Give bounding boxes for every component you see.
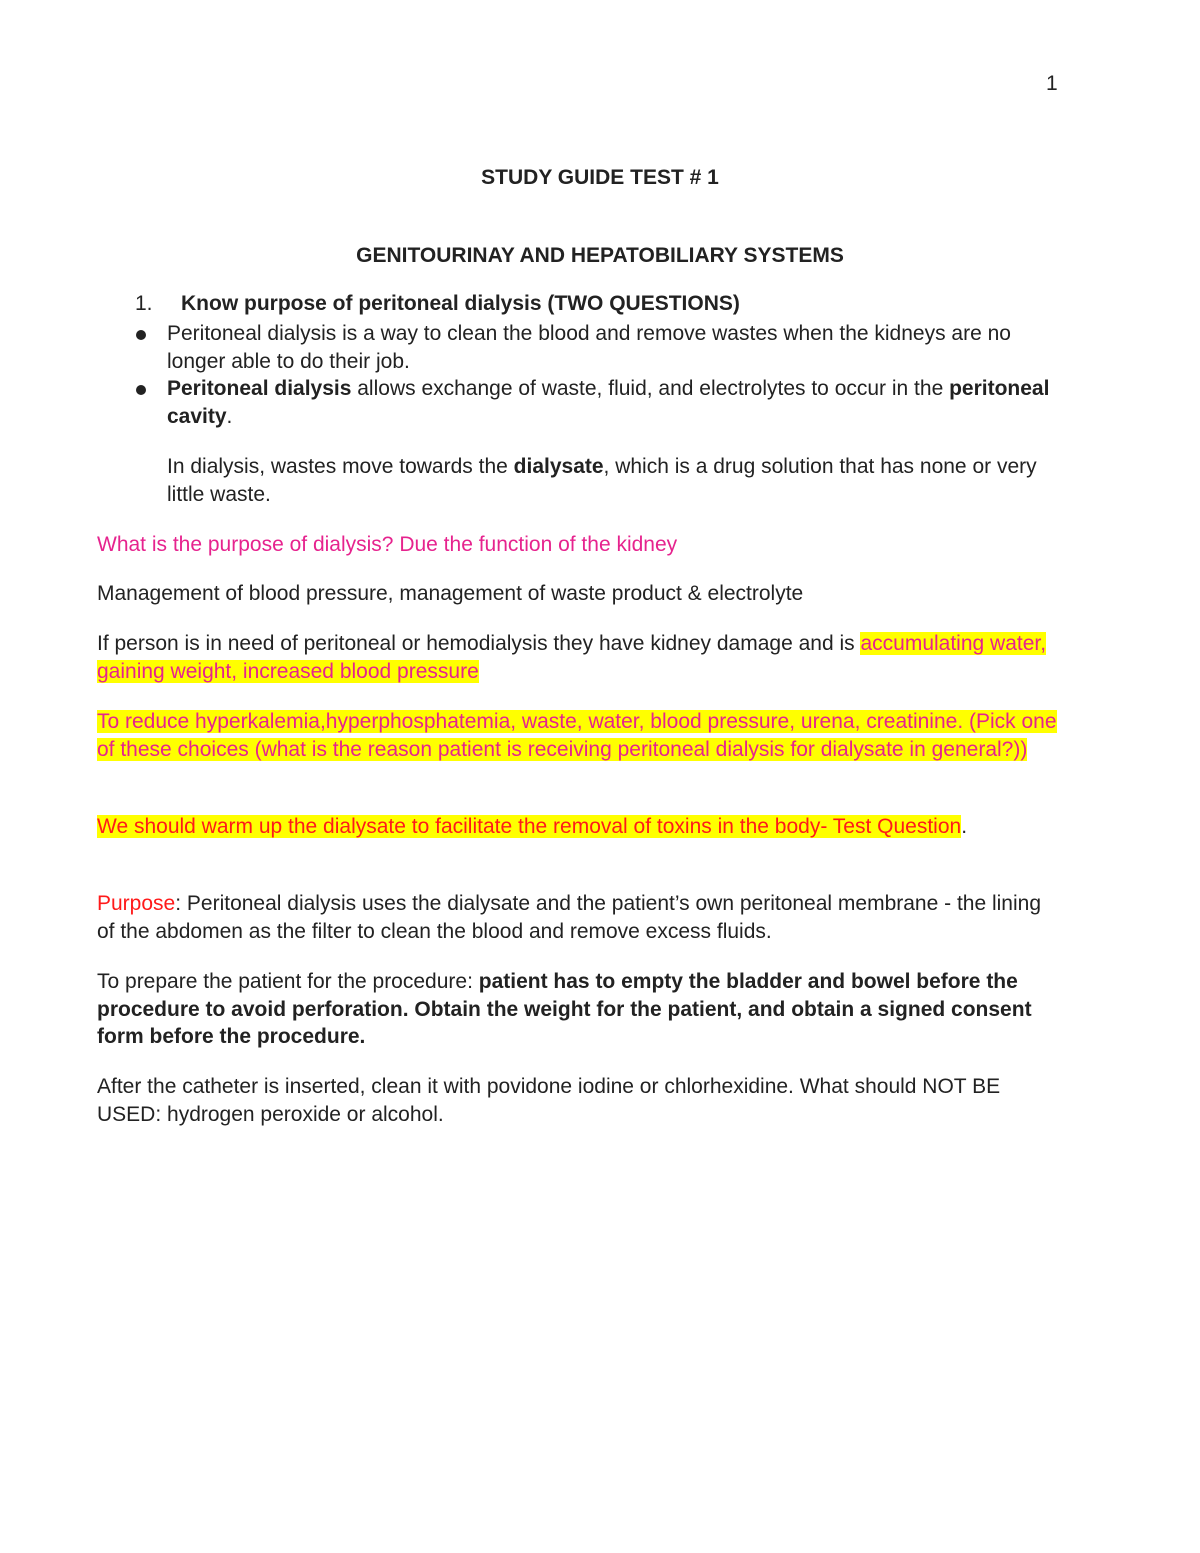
- para-text: , which is a drug solution that has none or very little waste.: [167, 455, 1037, 506]
- highlighted-text: To reduce hyperkalemia,hyperphosphatemia, waste, water, blood pressure, urena, creatinine. (Pick one of these choices (what is the reason patient is receiving peritoneal dialysis for dialysate in general?)): [97, 710, 1057, 761]
- document-title: STUDY GUIDE TEST # 1: [481, 166, 719, 189]
- bold-term: Peritoneal dialysis: [167, 377, 352, 400]
- highlighted-text: We should warm up the dialysate to facilitate the removal of toxins in the body- Test Question: [97, 815, 962, 838]
- catheter-paragraph: After the catheter is inserted, clean it with povidone iodine or chlorhexidine. What should NOT BE USED: hydrogen peroxide or alcohol.: [97, 1075, 1001, 1126]
- para-text: .: [961, 815, 968, 838]
- highlighted-text: accumulating water, gaining weight, increased blood pressure: [97, 632, 1047, 683]
- prepare-paragraph: [97, 968, 1057, 1051]
- page-number: 1: [1046, 72, 1058, 95]
- para-text: If person is in need of peritoneal or hemodialysis they have kidney damage and is: [97, 632, 861, 655]
- bold-text: patient has to empty the bladder and bowel before the procedure to avoid perforation. Obtain the weight for the patient, and obtain a signed consent form before the procedure.: [97, 970, 1032, 1048]
- document-subtitle: GENITOURINAY AND HEPATOBILIARY SYSTEMS: [356, 244, 844, 267]
- bullet-text-part: .: [226, 404, 233, 428]
- bullet-item-2: [167, 375, 1057, 430]
- bullet-icon: [136, 330, 146, 340]
- list-number: 1.: [135, 292, 153, 315]
- para-text: In dialysis, wastes move towards the: [167, 455, 514, 478]
- kidney-paragraph: [97, 630, 1057, 685]
- purpose-label: Purpose: [97, 892, 176, 915]
- para-text: To prepare the patient for the procedure:: [97, 970, 479, 993]
- bullet-icon: [136, 385, 146, 395]
- bold-term: peritoneal cavity: [167, 377, 1050, 428]
- purpose-paragraph: [97, 890, 1057, 945]
- bold-term: dialysate: [513, 455, 604, 478]
- reduce-paragraph: [97, 708, 1057, 763]
- list-heading: Know purpose of peritoneal dialysis (TWO QUESTIONS): [181, 292, 740, 315]
- bullet-item-1: Peritoneal dialysis is a way to clean the blood and remove wastes when the kidneys are no longer able to do their job.: [167, 322, 1011, 373]
- para-text: : Peritoneal dialysis uses the dialysate and the patient’s own peritoneal membrane - the lining of the abdomen as the filter to clean the blood and remove excess fluids.: [97, 892, 1042, 943]
- question-line: What is the purpose of dialysis? Due the function of the kidney: [97, 533, 678, 556]
- bullet-text-part: allows exchange of waste, fluid, and electrolytes to occur in the: [351, 377, 950, 400]
- warm-paragraph: [97, 813, 1057, 841]
- management-line: Management of blood pressure, management of waste product & electrolyte: [97, 582, 804, 605]
- dialysate-paragraph: [167, 453, 1057, 508]
